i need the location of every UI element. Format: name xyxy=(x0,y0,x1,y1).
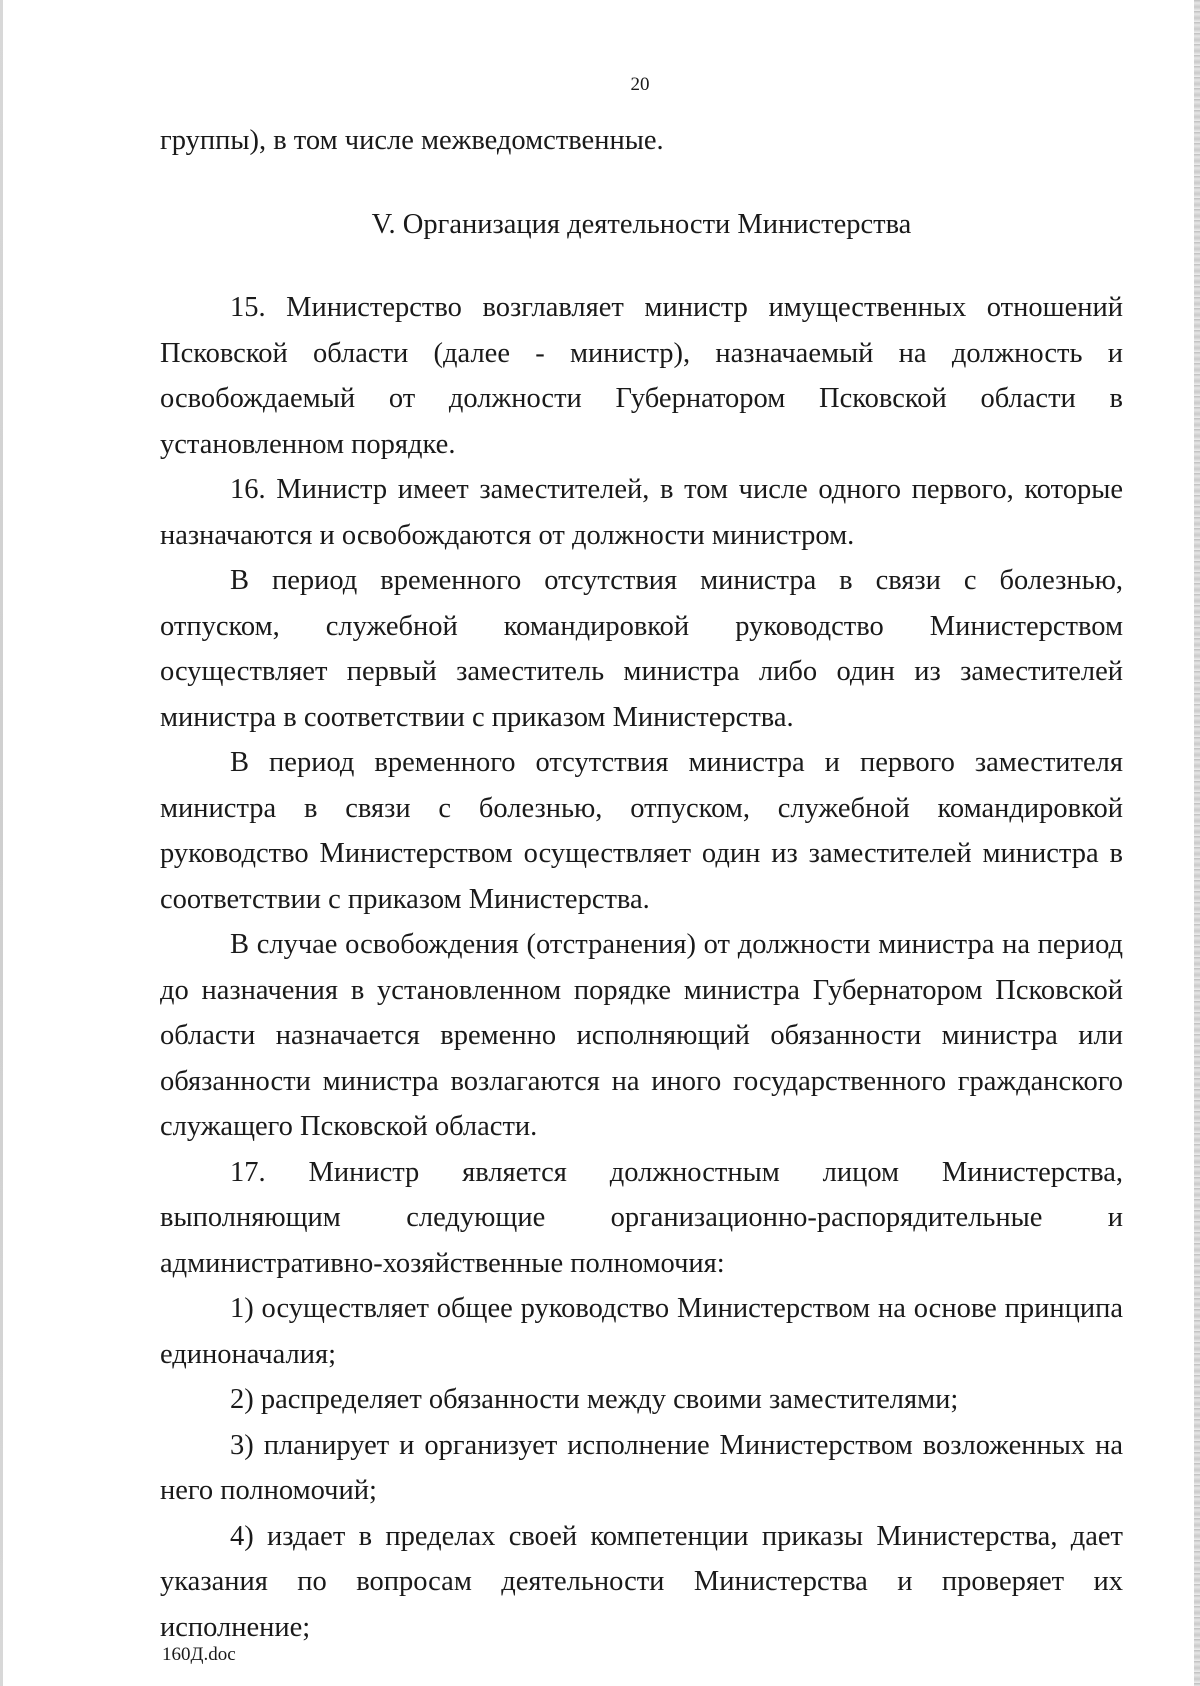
scan-edge-right xyxy=(1194,0,1200,1686)
paragraph-continuation: группы), в том числе межведомственные. xyxy=(160,125,664,156)
page-number: 20 xyxy=(630,74,650,95)
list-item-3: 3) планирует и организует исполнение Министерством возложенных на него полномочий; xyxy=(160,1429,1123,1506)
paragraph-16-dismissal: В случае освобождения (отстранения) от должности министра на период до назначения в установленном порядке министра Губернатором Псковской области назначается временно исполняющий обязанности министра или обязанности министра возлагаются на иного государственного гражданского служащего Псковской области. xyxy=(160,929,1123,1142)
paragraph-16-absence: В период временного отсутствия министра в связи с болезнью, отпуском, служебной командировкой руководство Министерством осуществляет первый заместитель министра либо один из заместителей министра в соответствии с приказом Министерства. xyxy=(160,565,1123,733)
paragraph-15: 15. Министерство возглавляет министр имущественных отношений Псковской области (далее - министр), назначаемый на должность и освобождаемый от должности Губернатором Псковской области в установленном порядке. xyxy=(160,292,1123,460)
footer-filename: 160Д.doc xyxy=(162,1644,236,1665)
list-item-1: 1) осуществляет общее руководство Министерством на основе принципа единоначалия; xyxy=(160,1293,1123,1370)
paragraph-16-absence-first-deputy: В период временного отсутствия министра и первого заместителя министра в связи с болезнью, отпуском, служебной командировкой руководство Министерством осуществляет один из заместителей министра в соответствии с приказом Министерства. xyxy=(160,747,1123,915)
list-item-2: 2) распределяет обязанности между своими заместителями; xyxy=(230,1384,959,1415)
list-item-4: 4) издает в пределах своей компетенции приказы Министерства, дает указания по вопросам деятельности Министерства и проверяет их исполнение; xyxy=(160,1520,1123,1643)
scan-edge-left xyxy=(0,0,3,1686)
document-body xyxy=(160,118,1123,1650)
section-heading: V. Организация деятельности Министерства xyxy=(371,208,912,240)
paragraph-17: 17. Министр является должностным лицом Министерства, выполняющим следующие организационно-распорядительные и административно-хозяйственные полномочия: xyxy=(160,1156,1123,1279)
paragraph-16: 16. Министр имеет заместителей, в том числе одного первого, которые назначаются и освобождаются от должности министром. xyxy=(160,474,1123,551)
